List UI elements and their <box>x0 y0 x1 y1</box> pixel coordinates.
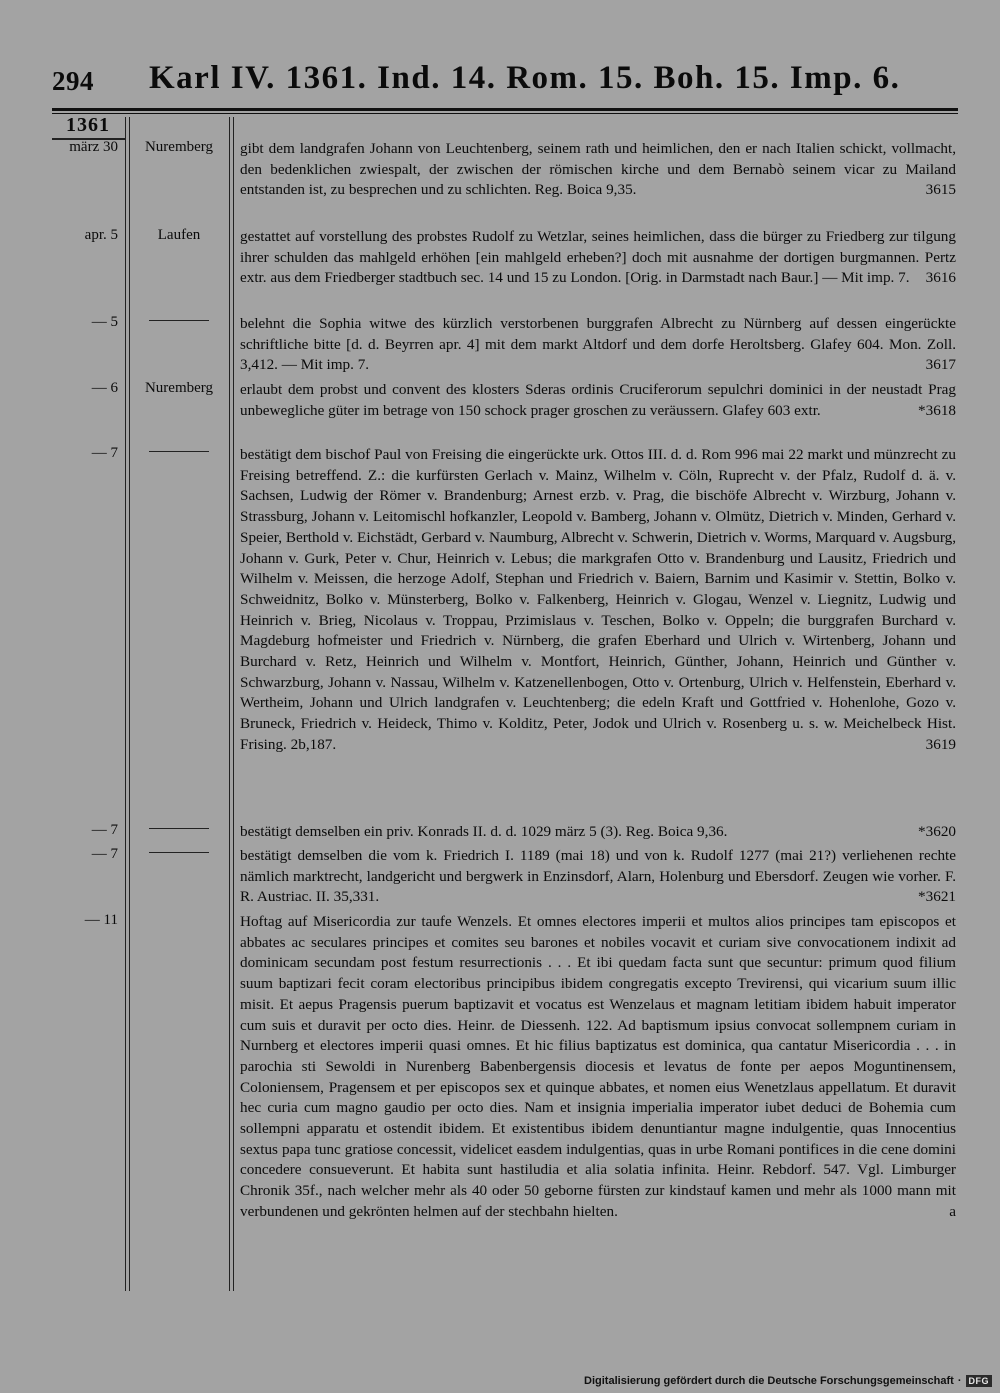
page-header <box>52 60 958 104</box>
entry-text <box>240 139 956 201</box>
entry-body: bestätigt dem bischof Paul von Freising die eingerückte urk. Ottos III. d. d. Rom 996 mai 22 markt und münzrecht zu Freising betreffend. Z.: die kurfürsten Gerlach v. Mainz, Wilhelm v. Cöln, Ruprecht v. der Pfalz, Rudolf d. ä. v. Sachsen, Ludwig der Römer v. Brandenburg; Arnest erzb. v. Prag, die bischöfe Albrecht v. Wirzburg, Johann v. Strassburg, Johann v. Leitomischl hofkanzler, Leopold v. Bamberg, Johann v. Olmütz, Dietrich v. Minden, Gerhard v. Speier, Berthold v. Eichstädt, Gerbard v. Naumburg, Albrecht v. Schwerin, Dietrich v. Worms, Marquard v. Augsburg, Johann v. Gurk, Peter v. Chur, Heinrich v. Lebus; die markgrafen Otto v. Brandenburg und Lausitz, Friedrich und Wilhelm v. Meissen, die herzoge Adolf, Stephan und Friedrich v. Baiern, Barnim und Kasimir v. Stettin, Bolko v. Schweidnitz, Bolko v. Münsterberg, Bolko v. Falkenberg, Heinrich v. Glogau, Wenzel v. Liegnitz, Ludwig und Heinrich v. Brieg, Nicolaus v. Troppau, Przimislaus v. Teschen, Bolko v. Oppeln; die burggrafen Burchard v. Magdeburg hofmeister und Friedrich v. Nürnberg, die grafen Eberhard und Ulrich v. Wirtenberg, Johann und Burchard v. Retz, Heinrich und Wilhelm v. Montfort, Heinrich, Günther, Johann, Heinrich und Günther v. Schwarzburg, Johann v. Nassau, Wilhelm v. Katzenellenbogen, Otto v. Ortenburg, Ulrich v. Helfenstein, Eberhard v. Wertheim, Johann und Ulrich landgrafen v. Leuchtenberg; die edeln Kraft und Gottfried v. Hohenlohe, Gozo v. Bruneck, Friedrich v. Heideck, Thimo v. Kolditz, Peter, Jodok und Ulrich v. Rosenberg u. s. w. Meichelbeck Hist. Frising. 2b,187. <box>240 446 956 753</box>
dash-line <box>149 451 209 452</box>
entry-number: *3620 <box>918 823 956 840</box>
entry-text <box>240 846 956 908</box>
running-title: Karl IV. 1361. Ind. 14. Rom. 15. Boh. 15. Imp. 6. <box>149 60 901 96</box>
footer-separator: · <box>957 1375 962 1387</box>
entry-text <box>240 912 956 1223</box>
entry-date: — 7 <box>91 445 118 461</box>
header-rule-thick <box>52 108 958 111</box>
column-divider-date <box>125 117 126 1291</box>
entry-body: Hoftag auf Misericordia zur taufe Wenzels. Et omnes electores imperii et multos alios principes tam episcopos et abbates ac seculares principes et comites seu barones et nobiles vocavit et curiam sive convocationem indixit ad dominicam secundam post festum resurrectionis . . . Et ibi quedam facta sunt que secuntur: primum quod filium suum baptizari fecit coram electoribus principibus ibidem congregatis excepto Trevirensi, qui vicarium suum illic misit. Et aepus Pragensis puerum baptizavit et vocatus est Wenzelaus et magnam letitiam ibidem habuit imperator cum suis et duravit per octo dies. Heinr. de Diessenh. 122. Ad baptismum ipsius convocat sollempnem curiam in Nurnberg et electores imperii quasi omnes. Et hic filius baptizatus est dominica, qua cantatur Misericordia . . . in parochia sti Sewoldi in Nurenberg Babenbergensis diocesis et levatus de fonte per aepos Moguntinensem, Coloniensem, Pragensem et per episcopos sex et quinque abbates, et nomen eius Wenetzlaus appellatum. Et duravit hec curia cum magno gaudio per octo dies. Nam et insignia imperialia imperator iubet deduci de Bohemia cum sollempni apparatu et ostendit ibidem. Et existentibus ibidem denuntiantur magne indulgentie, quas Innocentius sextus papa tunc gratiose concessit, videlicet easdem indulgentias, quas in urbe Romani pontifices in die cene domini concedere consueverunt. Et habita sunt hastiludia et alia solatia infinita. Heinr. Rebdorf. 547. Vgl. Limburger Chronik 35f., nach welcher mehr als 40 oder 50 geborne fürsten zur kindstauf kamen und mehr als 1000 mann mit verbundenen und gekrönten helmen auf der stechbahn hielten. <box>240 913 956 1220</box>
entry-number: 3619 <box>925 735 956 753</box>
entry-body: belehnt die Sophia witwe des kürzlich verstorbenen burggrafen Albrecht zu Nürnberg auf dessen eingerückte schriftliche bitte [d. d. Beyrren apr. 4] mit dem markt Altdorf und dem dorfe Heroltsberg. Glafey 604. Mon. Zoll. 3,412. — Mit imp. 7. <box>240 315 956 374</box>
entry-text <box>240 822 956 843</box>
footer-text: Digitalisierung gefördert durch die Deutsche Forschungsgemeinschaft <box>584 1375 954 1387</box>
entry-place-placeholder <box>130 822 228 839</box>
regest-table <box>52 114 958 1291</box>
page-number: 294 <box>52 66 94 96</box>
entry-body: gestattet auf vorstellung des probstes Rudolf zu Wetzlar, seines heimlichen, dass die bürger zu Friedberg zur tilgung ihrer schulden das mahlgeld erhöhen [ein mahlgeld erheben?] doch mit ausnahme der dortigen burgmannen. Pertz extr. aus dem Friedberger stadtbuch sec. 14 und 15 zu London. [Orig. in Darmstadt nach Baur.] — Mit imp. 7. <box>240 228 956 287</box>
entry-number: 3615 <box>925 181 956 199</box>
column-divider-date-2 <box>129 117 130 1291</box>
entry-place: Nuremberg <box>144 380 214 396</box>
entry-date: — 7 <box>91 822 118 838</box>
entry-body: erlaubt dem probst und convent des klosters Sderas ordinis Cruciferorum sepulchri dominici in der neustadt Prag unbewegliche güter im betrage von 150 schock prager groschen zu veräussern. Glafey 603 extr. <box>240 381 956 419</box>
entry-text <box>240 227 956 289</box>
entry-number: *3621 <box>918 888 956 906</box>
entry-number: *3618 <box>918 401 956 419</box>
entry-body: bestätigt demselben die vom k. Friedrich I. 1189 (mai 18) und von k. Rudolf 1277 (mai 21?) verliehenen rechte nämlich marktrecht, landgericht und bergwerk in Enzinsdorf, Alarn, Holenburg und Ebersdorf. Zeugen wie vorher. F. R. Austriac. II. 35,331. <box>240 847 956 906</box>
header-rule-thin <box>52 113 958 114</box>
entry-text <box>240 314 956 376</box>
entry-place-placeholder <box>130 846 228 863</box>
entry-text <box>240 445 956 756</box>
entry-date: — 6 <box>91 380 118 396</box>
dash-line <box>149 320 209 321</box>
entry-body: bestätigt demselben ein priv. Konrads II. d. d. 1029 märz 5 (3). Reg. Boica 9,36. <box>240 823 728 840</box>
entry-place-placeholder <box>130 445 228 462</box>
entry-date: — 11 <box>84 912 118 928</box>
column-divider-place <box>229 117 230 1291</box>
entry-number: 3617 <box>925 356 956 374</box>
entry-body: gibt dem landgrafen Johann von Leuchtenberg, seinem rath und heimlichen, den er nach Italien schickt, vollmacht, den bedenklichen zwiespalt, der zwischen der römischen kirche und dem Bernabò seinem vicar zu Mailand entstanden ist, zu besprechen und zu schlichten. Reg. Boica 9,35. <box>240 140 956 199</box>
entry-number: 3616 <box>925 269 956 287</box>
entry-date: märz 30 <box>69 139 118 155</box>
entry-text <box>240 380 956 421</box>
column-divider-place-2 <box>233 117 234 1291</box>
dash-line <box>149 852 209 853</box>
entry-date: — 7 <box>91 846 118 862</box>
dfg-logo-icon: DFG <box>966 1375 993 1387</box>
entry-place: Nuremberg <box>144 139 214 155</box>
footer <box>584 1375 992 1387</box>
dash-line <box>149 828 209 829</box>
entry-number: a <box>949 1202 956 1220</box>
entry-date: apr. 5 <box>84 227 118 243</box>
entry-date: — 5 <box>91 314 118 330</box>
year-heading: 1361 <box>66 114 110 136</box>
entry-place: Laufen <box>157 227 201 243</box>
entry-place-placeholder <box>130 314 228 331</box>
